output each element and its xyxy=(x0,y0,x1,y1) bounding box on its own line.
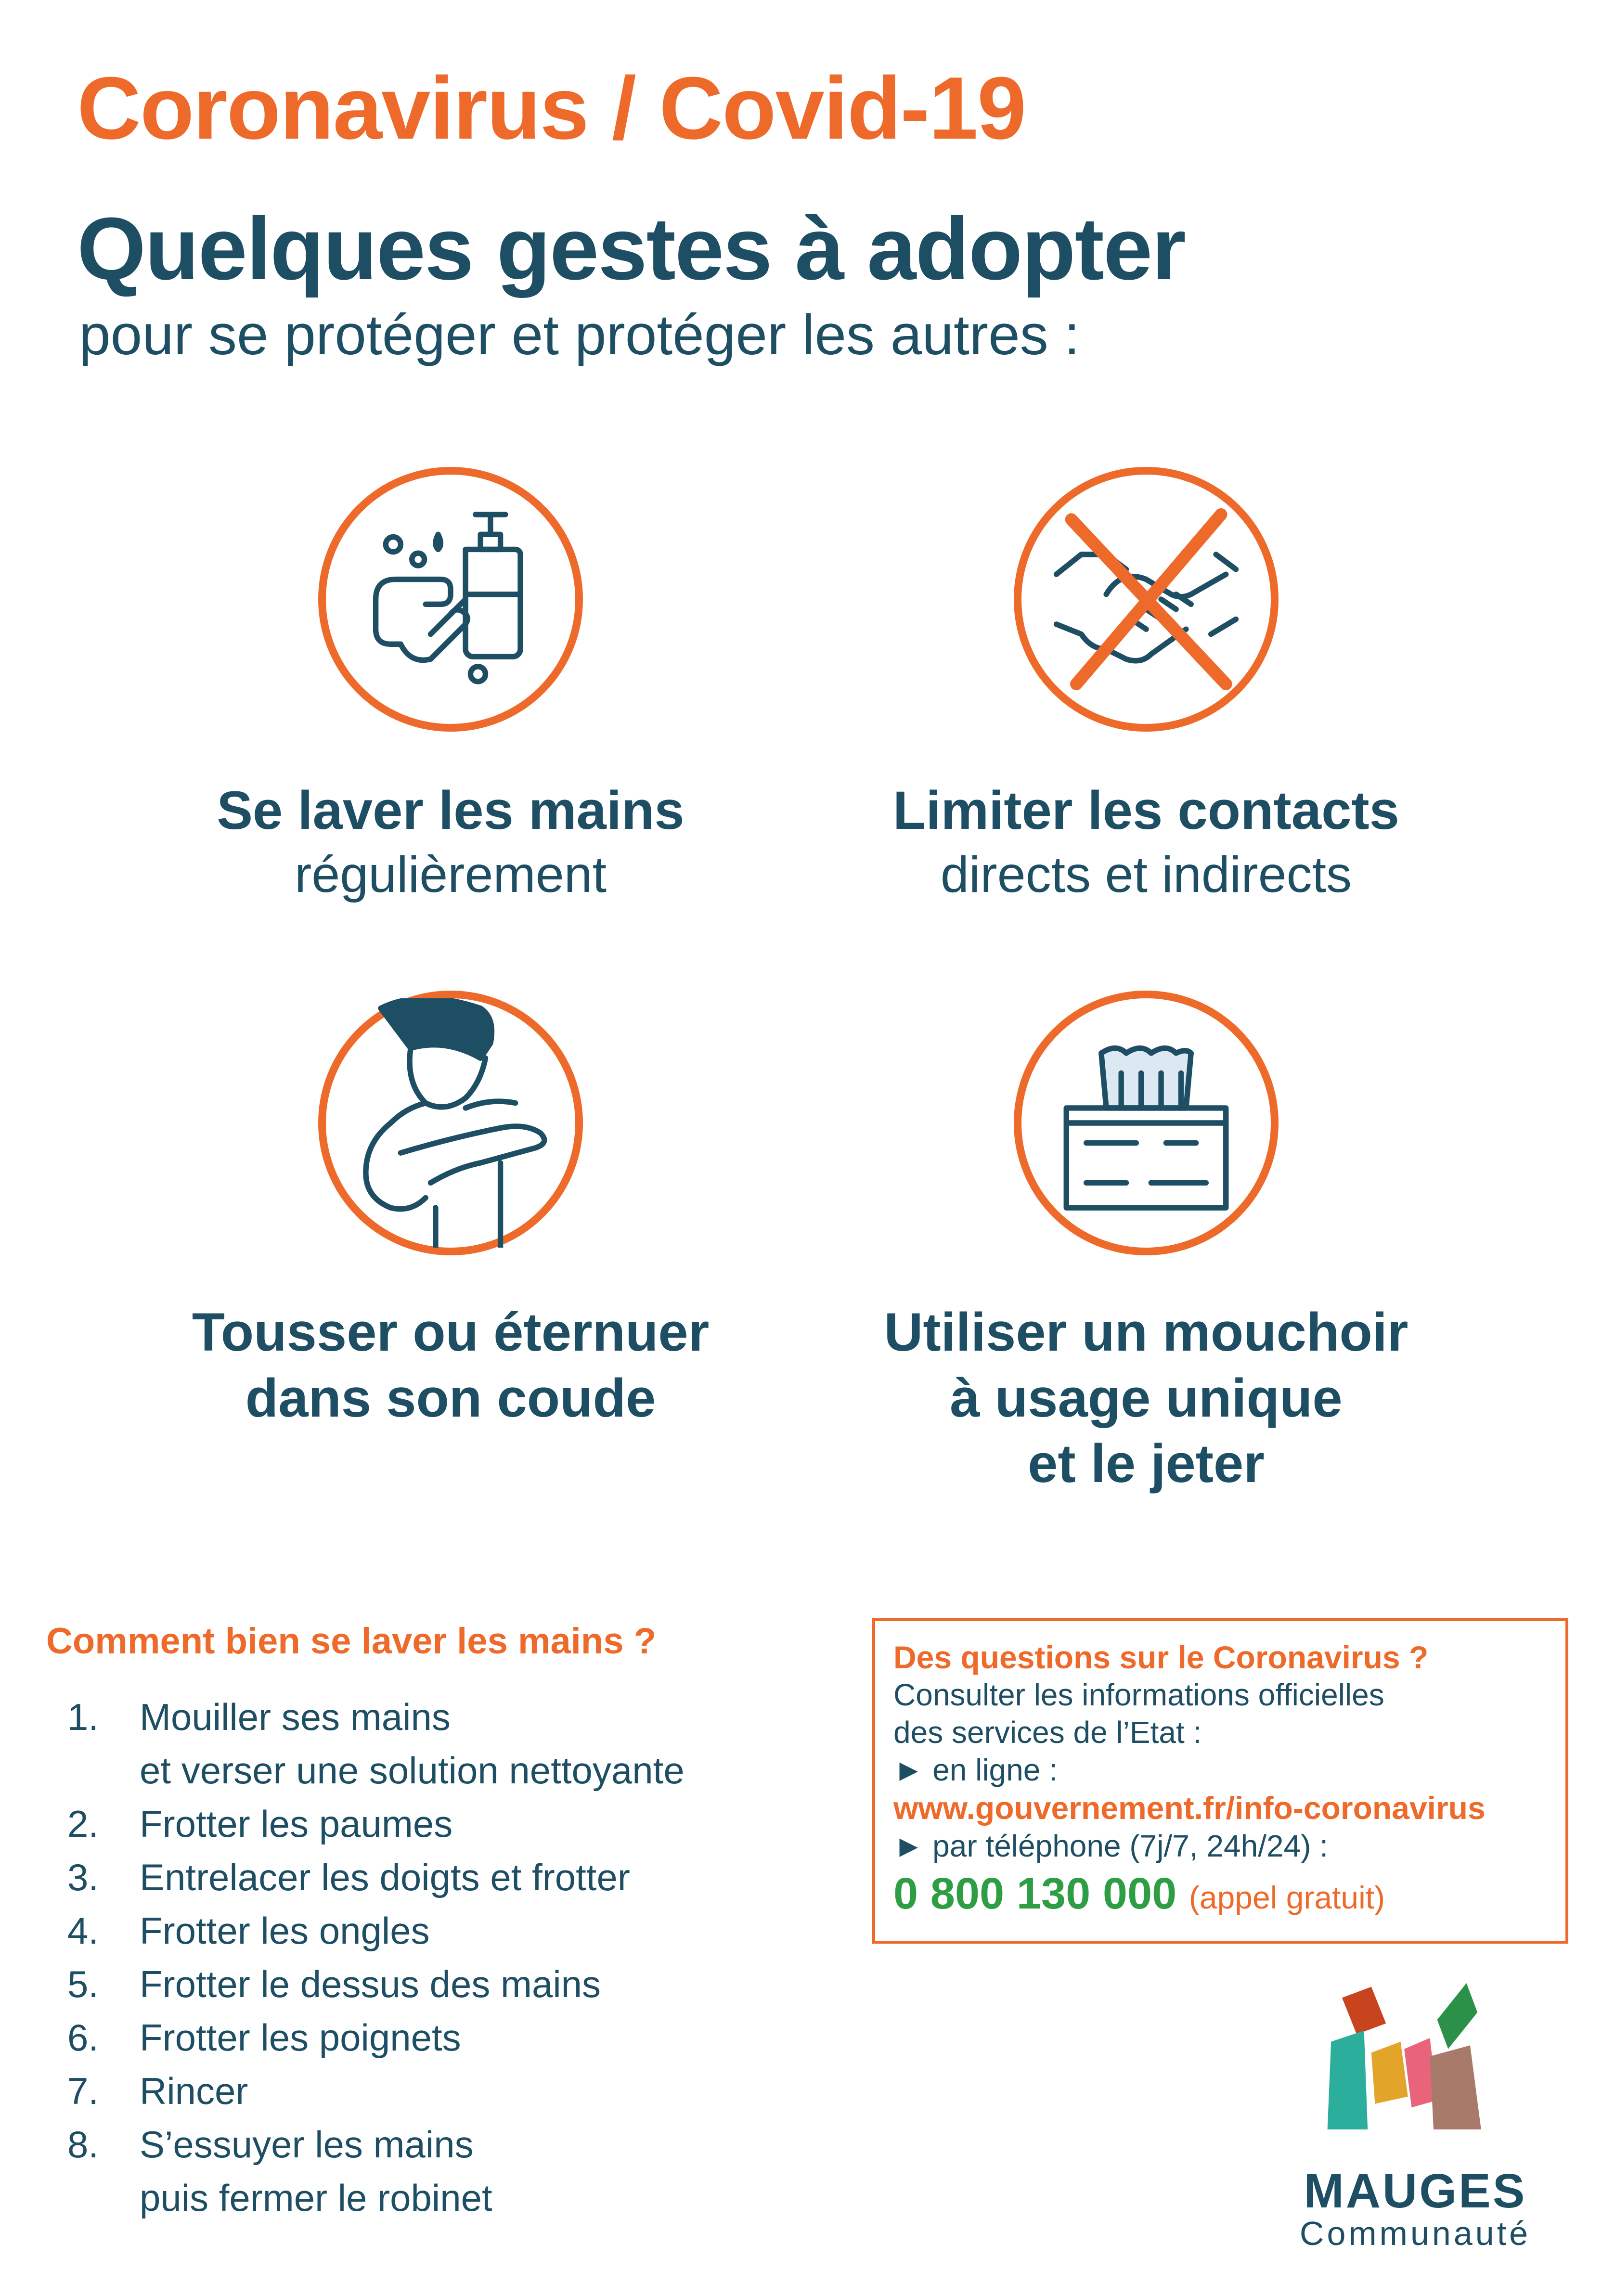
no-handshake-icon xyxy=(1014,467,1279,732)
gesture-limit-contacts-sub: directs et indirects xyxy=(940,846,1352,903)
list-item: 5. Frotter le dessus des mains xyxy=(67,1963,601,2005)
gesture-limit-contacts-title: Limiter les contacts xyxy=(893,780,1399,840)
info-phone-label: ► par téléphone (7j/7, 24h/24) : xyxy=(893,1829,1329,1863)
list-item: 7. Rincer xyxy=(67,2070,248,2112)
list-item: 4. Frotter les ongles xyxy=(67,1909,430,1952)
gesture-limit-contacts xyxy=(809,778,1483,906)
list-item: 2. Frotter les paumes xyxy=(67,1803,453,1845)
cough-elbow-icon xyxy=(318,991,583,1255)
info-url-link[interactable]: www.gouvernement.fr/info-coronavirus xyxy=(893,1790,1486,1826)
info-online-label: ► en ligne : xyxy=(893,1753,1058,1787)
list-item: 3. Entrelacer les doigts et frotter xyxy=(67,1856,630,1898)
gesture-tissue-line-2: à usage unique xyxy=(950,1367,1343,1428)
list-item: 6. Frotter les poignets xyxy=(67,2016,461,2059)
gesture-wash-hands-title: Se laver les mains xyxy=(217,780,685,840)
sub-heading: pour se protéger et protéger les autres : xyxy=(79,303,1080,367)
gesture-cough-line-1: Tousser ou éternuer xyxy=(192,1302,710,1362)
tissue-box-icon xyxy=(1014,991,1279,1255)
info-line-1: Consulter les informations officielles xyxy=(893,1677,1384,1712)
logo-wordmark: MAUGES xyxy=(1304,2164,1527,2218)
gesture-tissue-line-1: Utiliser un mouchoir xyxy=(884,1302,1408,1362)
hand-washing-steps xyxy=(67,1690,685,2225)
gesture-wash-hands xyxy=(114,778,788,906)
gesture-cough-line-2: dans son coude xyxy=(245,1367,656,1428)
gesture-cough-elbow xyxy=(114,1300,788,1431)
gesture-tissue xyxy=(809,1300,1483,1497)
info-box xyxy=(872,1618,1568,1944)
gesture-wash-hands-sub: régulièrement xyxy=(294,846,607,903)
info-phone-number[interactable]: 0 800 130 000 (appel gratuit) xyxy=(893,1869,1385,1918)
hand-washing-icon xyxy=(318,467,583,732)
list-item: 1. Mouiller ses mains et verser une solution nettoyante xyxy=(67,1696,685,1792)
info-line-2: des services de l’Etat : xyxy=(893,1715,1202,1750)
page-title: Coronavirus / Covid-19 xyxy=(77,58,1026,157)
list-item: 8. S’essuyer les mains puis fermer le robinet xyxy=(67,2123,492,2219)
hand-washing-title: Comment bien se laver les mains ? xyxy=(46,1621,657,1662)
gesture-tissue-line-3: et le jeter xyxy=(1028,1433,1265,1494)
info-title: Des questions sur le Coronavirus ? xyxy=(893,1639,1429,1675)
main-heading: Quelques gestes à adopter xyxy=(77,199,1185,298)
info-phone-note: (appel gratuit) xyxy=(1189,1880,1385,1915)
logo-subtitle: Communauté xyxy=(1299,2215,1531,2252)
